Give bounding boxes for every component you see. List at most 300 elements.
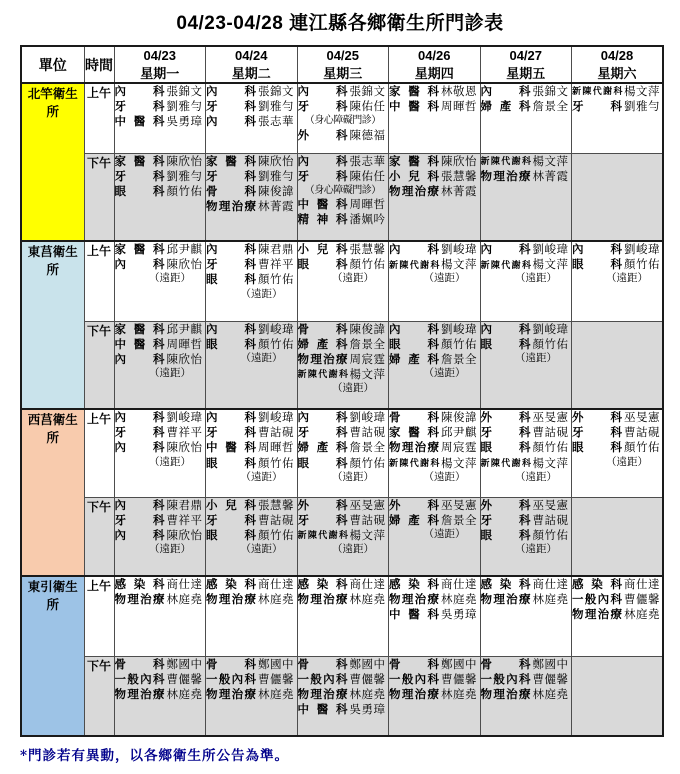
department-label: 眼科	[572, 257, 622, 272]
clinic-line	[298, 687, 389, 702]
doctor-name: 劉峻瑋	[441, 242, 477, 257]
doctor-name: 張慧馨	[258, 497, 294, 512]
clinic-line	[206, 114, 297, 129]
department-label: 小兒科	[389, 168, 439, 183]
clinic-line	[389, 607, 480, 622]
schedule-cell	[480, 83, 572, 153]
schedule-cell	[114, 576, 206, 656]
department-label: 牙科	[480, 425, 531, 440]
doctor-name: 張慧馨	[441, 168, 477, 183]
clinic-line	[115, 440, 206, 455]
doctor-name: 陳欣怡	[441, 153, 477, 168]
department-label: 婦產科	[297, 336, 348, 351]
doctor-name: 巫旻憲	[532, 410, 569, 425]
doctor-name: 楊文萍	[349, 367, 386, 382]
department-label: 婦產科	[389, 512, 439, 527]
time-cell: 上午	[84, 409, 114, 497]
clinic-line	[389, 99, 480, 114]
department-label: 外科	[297, 127, 348, 142]
department-label: 一般內科	[480, 671, 531, 686]
department-label: 眼科	[206, 527, 256, 542]
unit-cell-4: 東引衛生所	[21, 576, 84, 736]
department-label: 內科	[389, 321, 439, 336]
clinic-line	[389, 184, 480, 199]
clinic-line	[206, 425, 297, 440]
doctor-name: 曹詁硯	[258, 425, 294, 440]
department-label: 眼科	[480, 440, 531, 455]
day-header: 04/28 星期六	[572, 46, 664, 83]
unit-header: 單位	[21, 46, 84, 83]
department-label: 物理治療	[206, 592, 256, 607]
department-label: 內科	[206, 410, 256, 425]
clinic-line	[298, 440, 389, 455]
department-label: 物理治療	[114, 592, 165, 607]
doctor-name: 陳欣怡	[258, 153, 294, 168]
clinic-line	[115, 498, 206, 513]
doctor-name: 林庭堯	[166, 592, 203, 607]
clinic-line	[481, 154, 572, 169]
doctor-name: 林庭堯	[532, 686, 569, 701]
schedule-cell	[297, 576, 389, 656]
department-label: 感染科	[206, 577, 256, 592]
clinic-line	[115, 352, 206, 367]
department-label: 牙科	[297, 425, 348, 440]
doctor-name: 詹景全	[441, 351, 477, 366]
department-label: 牙科	[572, 425, 622, 440]
doctor-name: 顏竹佑	[624, 440, 660, 455]
clinic-line	[115, 114, 206, 129]
doctor-name: 劉峻瑋	[532, 242, 569, 257]
clinic-line	[481, 410, 572, 425]
doctor-name: 劉峻瑋	[441, 321, 477, 336]
schedule-row	[21, 241, 663, 321]
clinic-line	[206, 184, 297, 199]
doctor-name: 巫旻憲	[624, 410, 660, 425]
clinic-line	[298, 456, 389, 471]
clinic-line	[481, 242, 572, 257]
schedule-cell	[480, 497, 572, 576]
clinic-line	[298, 154, 389, 169]
department-label: 外科	[572, 410, 622, 425]
doctor-name: 周宸霆	[441, 440, 477, 455]
note: （身心障礙門診）	[304, 115, 381, 127]
clinic-line	[206, 257, 297, 272]
doctor-name: 吳勇璋	[441, 607, 477, 622]
clinic-line	[298, 592, 389, 607]
clinic-line	[481, 498, 572, 513]
time-cell: 上午	[84, 83, 114, 153]
clinic-line	[389, 440, 480, 455]
doctor-name: 曹詁硯	[624, 425, 660, 440]
department-label: 牙科	[206, 99, 256, 114]
note: （遠距）	[240, 543, 283, 556]
department-label: 中醫科	[389, 99, 439, 114]
doctor-name: 邱尹麒	[166, 242, 203, 257]
doctor-name: 林菁霞	[532, 168, 569, 183]
doctor-name: 周暉哲	[441, 99, 477, 114]
doctor-name: 林庭堯	[349, 592, 386, 607]
department-label: 牙科	[572, 99, 622, 114]
doctor-name: 周宸霆	[349, 351, 386, 366]
note: （遠距）	[332, 272, 374, 285]
note: （遠距）	[515, 470, 557, 483]
clinic-line	[572, 592, 662, 607]
clinic-line	[206, 672, 297, 687]
schedule-cell	[206, 241, 298, 321]
schedule-cell	[389, 576, 481, 656]
department-label: 內科	[480, 321, 531, 336]
doctor-name: 張慧馨	[349, 242, 386, 257]
schedule-cell	[297, 153, 389, 241]
doctor-name: 巫旻憲	[441, 497, 477, 512]
clinic-line	[389, 410, 480, 425]
department-label: 物理治療	[480, 686, 531, 701]
schedule-cell	[480, 241, 572, 321]
clinic-line	[206, 322, 297, 337]
department-label: 內科	[114, 351, 165, 366]
note: （遠距）	[515, 272, 557, 285]
schedule-cell	[480, 409, 572, 497]
doctor-name: 顏竹佑	[624, 257, 660, 272]
doctor-name: 陳佑任	[349, 99, 386, 114]
department-label: 中醫科	[389, 607, 439, 622]
schedule-cell	[297, 656, 389, 736]
schedule-cell	[572, 241, 664, 321]
clinic-line	[389, 513, 480, 528]
clinic-line	[389, 577, 480, 592]
department-label: 眼科	[114, 183, 165, 198]
department-label: 內科	[114, 497, 165, 512]
doctor-name: 詹景全	[349, 336, 386, 351]
doctor-name: 顏竹佑	[532, 336, 569, 351]
department-label: 內科	[297, 153, 348, 168]
doctor-name: 陳欣怡	[166, 153, 203, 168]
clinic-line	[298, 337, 389, 352]
schedule-row	[21, 409, 663, 497]
department-label: 骨科	[389, 656, 439, 671]
doctor-name: 曹儷馨	[532, 671, 569, 686]
clinic-line	[298, 169, 389, 184]
department-label: 牙科	[297, 99, 348, 114]
doctor-name: 吳勇璋	[166, 114, 203, 129]
clinic-line	[115, 169, 206, 184]
clinic-line	[389, 425, 480, 440]
department-label: 骨科	[114, 656, 165, 671]
department-label: 內科	[114, 440, 165, 455]
clinic-line	[389, 352, 480, 367]
clinic-line	[206, 528, 297, 543]
clinic-line	[115, 592, 206, 607]
department-label: 感染科	[572, 577, 622, 592]
department-label: 一般內科	[206, 671, 256, 686]
clinic-line	[389, 84, 480, 99]
department-label: 牙科	[114, 425, 165, 440]
schedule-cell	[389, 656, 481, 736]
doctor-name: 楊文萍	[532, 153, 569, 168]
schedule-table	[20, 45, 664, 737]
clinic-line	[572, 425, 662, 440]
clinic-line	[298, 513, 389, 528]
clinic-line	[206, 337, 297, 352]
clinic-line	[389, 456, 480, 471]
doctor-name: 曹儷馨	[349, 671, 386, 686]
clinic-line	[298, 352, 389, 367]
doctor-name: 商仕達	[349, 577, 386, 592]
doctor-name: 張錦文	[532, 84, 569, 99]
clinic-line	[298, 197, 389, 212]
clinic-line	[206, 657, 297, 672]
doctor-name: 林菁霞	[441, 183, 477, 198]
department-label: 內科	[206, 321, 256, 336]
doctor-name: 商仕達	[258, 577, 294, 592]
schedule-cell	[206, 153, 298, 241]
doctor-name: 曹儷馨	[258, 671, 294, 686]
department-label: 一般內科	[114, 671, 165, 686]
clinic-line	[298, 257, 389, 272]
schedule-cell	[389, 153, 481, 241]
doctor-name: 商仕達	[532, 577, 569, 592]
schedule-cell	[114, 409, 206, 497]
note: （遠距）	[240, 470, 283, 483]
doctor-name: 邱尹麒	[441, 425, 477, 440]
schedule-row	[21, 656, 663, 736]
clinic-line	[115, 657, 206, 672]
department-label: 精神科	[297, 212, 348, 227]
note: （遠距）	[149, 367, 191, 380]
clinic-line	[389, 657, 480, 672]
doctor-name: 林庭堯	[258, 592, 294, 607]
doctor-name: 劉雅勻	[166, 168, 203, 183]
doctor-name: 陳俊諱	[258, 183, 294, 198]
clinic-line	[115, 687, 206, 702]
clinic-line	[389, 257, 480, 272]
department-label: 內科	[389, 242, 439, 257]
note: （遠距）	[423, 272, 466, 285]
clinic-line	[115, 425, 206, 440]
note: （遠距）	[606, 272, 648, 285]
doctor-name: 劉峻瑋	[166, 410, 203, 425]
department-label: 新陳代謝科	[572, 87, 622, 98]
schedule-cell	[480, 321, 572, 409]
unit-cell-3: 西莒衛生所	[21, 409, 84, 576]
doctor-name: 吳勇璋	[349, 702, 386, 717]
doctor-name: 劉峻瑋	[532, 321, 569, 336]
doctor-name: 劉峻瑋	[258, 321, 294, 336]
doctor-name: 張錦文	[349, 84, 386, 99]
schedule-cell	[572, 409, 664, 497]
department-label: 物理治療	[206, 686, 256, 701]
clinic-line	[389, 672, 480, 687]
department-label: 眼科	[389, 336, 439, 351]
time-header: 時間	[84, 46, 114, 83]
doctor-name: 陳佑任	[349, 168, 386, 183]
doctor-name: 顏竹佑	[258, 272, 294, 287]
department-label: 眼科	[572, 440, 622, 455]
doctor-name: 鄭國中	[441, 656, 477, 671]
doctor-name: 劉峻瑋	[349, 410, 386, 425]
clinic-line	[115, 99, 206, 114]
note: （遠距）	[423, 470, 466, 483]
clinic-line	[572, 257, 662, 272]
doctor-name: 陳欣怡	[166, 257, 203, 272]
schedule-cell	[480, 576, 572, 656]
clinic-line	[572, 410, 662, 425]
note: （遠距）	[240, 287, 283, 300]
clinic-line	[206, 410, 297, 425]
clinic-line	[206, 99, 297, 114]
clinic-line	[298, 128, 389, 143]
schedule-cell	[114, 241, 206, 321]
department-label: 外科	[297, 497, 348, 512]
doctor-name: 商仕達	[624, 577, 660, 592]
department-label: 牙科	[114, 99, 165, 114]
department-label: 感染科	[297, 577, 348, 592]
clinic-line	[389, 592, 480, 607]
department-label: 眼科	[297, 257, 348, 272]
department-label: 外科	[480, 410, 531, 425]
department-label: 新陳代謝科	[480, 458, 531, 469]
doctor-name: 曹詁硯	[349, 512, 386, 527]
day-header: 04/26 星期四	[389, 46, 481, 83]
department-label: 家醫科	[389, 425, 439, 440]
schedule-cell	[389, 241, 481, 321]
clinic-line	[572, 242, 662, 257]
clinic-line	[206, 577, 297, 592]
clinic-line	[206, 169, 297, 184]
department-label: 一般內科	[572, 592, 622, 607]
schedule-cell	[114, 321, 206, 409]
clinic-line	[481, 456, 572, 471]
doctor-name: 林庭堯	[441, 686, 477, 701]
note: （遠距）	[423, 367, 466, 380]
department-label: 內科	[297, 410, 348, 425]
department-label: 眼科	[480, 527, 531, 542]
doctor-name: 周暉哲	[349, 197, 386, 212]
day-header: 04/23 星期一	[114, 46, 206, 83]
doctor-name: 詹景全	[532, 99, 569, 114]
department-label: 牙科	[206, 168, 256, 183]
day-header: 04/24 星期二	[206, 46, 298, 83]
doctor-name: 曹祥平	[166, 425, 203, 440]
note: （遠距）	[515, 351, 557, 364]
doctor-name: 張志華	[349, 153, 386, 168]
clinic-line	[206, 154, 297, 169]
schedule-cell	[572, 656, 664, 736]
clinic-line	[481, 337, 572, 352]
department-label: 家醫科	[389, 153, 439, 168]
department-label: 婦產科	[297, 440, 348, 455]
clinic-line	[206, 242, 297, 257]
clinic-line	[481, 687, 572, 702]
doctor-name: 林庭堯	[258, 686, 294, 701]
department-label: 骨科	[297, 321, 348, 336]
doctor-name: 顏竹佑	[532, 440, 569, 455]
doctor-name: 陳俊諱	[441, 410, 477, 425]
department-label: 新陳代謝科	[480, 260, 531, 271]
department-label: 中醫科	[297, 702, 348, 717]
clinic-line	[115, 337, 206, 352]
department-label: 物理治療	[206, 199, 256, 214]
department-label: 骨科	[206, 183, 256, 198]
clinic-line	[298, 84, 389, 99]
day-header: 04/25 星期三	[297, 46, 389, 83]
schedule-row	[21, 83, 663, 153]
schedule-row	[21, 321, 663, 409]
doctor-name: 曹詁硯	[258, 512, 294, 527]
department-label: 小兒科	[297, 242, 348, 257]
clinic-line	[572, 84, 662, 99]
department-label: 牙科	[206, 425, 256, 440]
doctor-name: 曹祥平	[258, 257, 294, 272]
doctor-name: 劉雅勻	[166, 99, 203, 114]
clinic-line	[206, 456, 297, 471]
department-label: 新陳代謝科	[389, 458, 439, 469]
doctor-name: 林庭堯	[349, 686, 386, 701]
header-row	[21, 46, 663, 83]
department-label: 家醫科	[114, 153, 165, 168]
department-label: 牙科	[114, 512, 165, 527]
doctor-name: 周暉哲	[258, 440, 294, 455]
doctor-name: 鄭國中	[258, 656, 294, 671]
doctor-name: 陳俊諱	[349, 321, 386, 336]
department-label: 婦產科	[480, 99, 531, 114]
unit-cell-2: 東莒衛生所	[21, 241, 84, 409]
clinic-line	[206, 513, 297, 528]
doctor-name: 詹景全	[349, 440, 386, 455]
department-label: 內科	[206, 114, 256, 129]
schedule-row	[21, 497, 663, 576]
department-label: 眼科	[297, 455, 348, 470]
department-label: 牙科	[114, 168, 165, 183]
schedule-cell	[572, 576, 664, 656]
department-label: 物理治療	[114, 686, 165, 701]
doctor-name: 巫旻憲	[532, 497, 569, 512]
page-title: 04/23-04/28 連江縣各鄉衛生所門診表	[176, 13, 504, 34]
doctor-name: 曹詁硯	[349, 425, 386, 440]
doctor-name: 顏竹佑	[258, 336, 294, 351]
clinic-line	[206, 498, 297, 513]
department-label: 物理治療	[389, 440, 439, 455]
note: （遠距）	[149, 543, 191, 556]
doctor-name: 劉峻瑋	[624, 242, 660, 257]
doctor-name: 陳欣怡	[166, 440, 203, 455]
doctor-name: 張錦文	[258, 84, 294, 99]
department-label: 物理治療	[389, 686, 439, 701]
department-label: 眼科	[206, 272, 256, 287]
clinic-line	[298, 99, 389, 114]
doctor-name: 林庭堯	[624, 607, 660, 622]
note: （遠距）	[240, 351, 283, 364]
department-label: 感染科	[114, 577, 165, 592]
time-cell: 下午	[84, 497, 114, 576]
clinic-line	[115, 84, 206, 99]
department-label: 牙科	[480, 512, 531, 527]
footer-note: *門診若有異動，以各鄉衛生所公告為準。	[20, 748, 290, 764]
clinic-line	[298, 367, 389, 382]
clinic-line	[298, 528, 389, 543]
doctor-name: 曹儷馨	[166, 671, 203, 686]
schedule-cell	[572, 153, 664, 241]
clinic-line	[298, 410, 389, 425]
clinic-line	[389, 169, 480, 184]
department-label: 中醫科	[297, 197, 348, 212]
doctor-name: 巫旻憲	[349, 497, 386, 512]
clinic-line	[389, 242, 480, 257]
time-cell: 上午	[84, 576, 114, 656]
schedule-cell	[297, 241, 389, 321]
clinic-line	[481, 577, 572, 592]
doctor-name: 陳欣怡	[166, 351, 203, 366]
